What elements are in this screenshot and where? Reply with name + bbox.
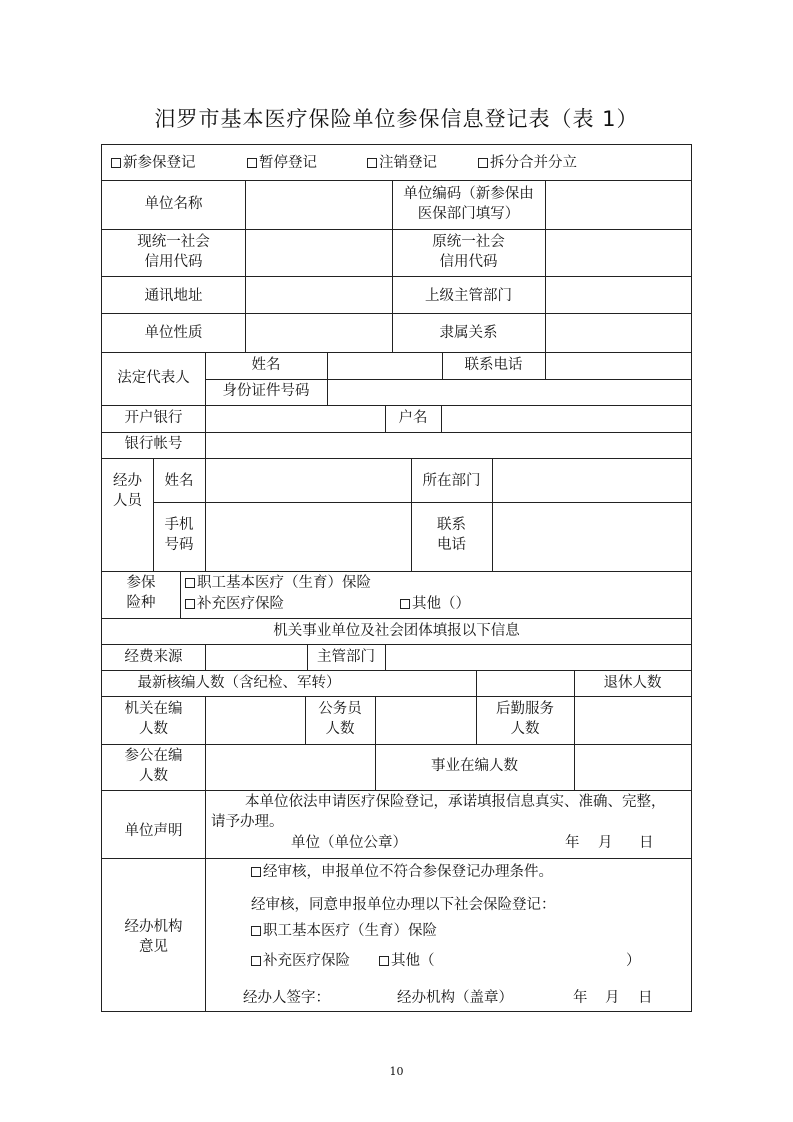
opinion-other-option[interactable]: 其他（	[379, 951, 435, 971]
handler-name-field[interactable]	[206, 459, 411, 502]
bank-account-field[interactable]	[206, 433, 691, 458]
ref-staff-label: 参公在编 人数	[124, 748, 183, 784]
handler-signature-label: 经办人签字：	[243, 990, 330, 1006]
id-number-field[interactable]	[328, 380, 691, 405]
declaration-label: 单位声明	[124, 823, 183, 839]
agency-seal-label: 经办机构（盖章）	[397, 990, 513, 1006]
suspend-registration-option[interactable]: 暂停登记	[247, 153, 317, 173]
opinion-agree-text: 经审核，同意申报单位办理以下社会保险登记：	[251, 897, 556, 913]
opinion-month-label: 月	[605, 990, 620, 1006]
account-name-label: 户名	[398, 410, 428, 426]
checkbox-icon	[251, 867, 261, 877]
checkbox-icon	[185, 578, 195, 588]
unit-name-field[interactable]	[246, 181, 392, 229]
handler-mobile-field[interactable]	[206, 503, 411, 571]
cancel-registration-option[interactable]: 注销登记	[367, 153, 437, 173]
original-credit-code-label: 原统一社会 信用代码	[432, 234, 505, 270]
opinion-year-label: 年	[573, 990, 588, 1006]
org-staff-field[interactable]	[206, 697, 305, 744]
other-insurance-option[interactable]: 其他（）	[400, 594, 470, 614]
handler-department-field[interactable]	[493, 459, 691, 502]
original-credit-code-field[interactable]	[546, 230, 691, 276]
fund-source-label: 经费来源	[124, 649, 183, 665]
insurance-type-label: 参保 险种	[126, 575, 156, 611]
handler-department-label: 所在部门	[422, 473, 481, 489]
org-staff-label: 机关在编 人数	[124, 701, 183, 737]
institution-staff-label: 事业在编人数	[431, 758, 518, 774]
checkbox-icon	[185, 599, 195, 609]
opinion-other-close: ）	[626, 953, 641, 969]
checkbox-icon	[478, 158, 488, 168]
form-title: 汨罗市基本医疗保险单位参保信息登记表（表 1）	[154, 107, 639, 131]
handler-name-label: 姓名	[164, 473, 194, 489]
checkbox-icon	[379, 956, 389, 966]
legal-rep-name-field[interactable]	[328, 353, 442, 379]
current-credit-code-label: 现统一社会 信用代码	[137, 234, 210, 270]
checkbox-icon	[367, 158, 377, 168]
checkbox-icon	[251, 956, 261, 966]
legal-rep-phone-label: 联系电话	[464, 357, 523, 373]
supplementary-medical-option[interactable]: 补充医疗保险	[185, 594, 284, 614]
unit-code-field[interactable]	[546, 181, 691, 229]
unit-seal-label: 单位（单位公章）	[291, 835, 407, 851]
bank-account-label: 银行帐号	[124, 436, 183, 452]
unit-nature-label: 单位性质	[144, 325, 203, 341]
opinion-employee-insurance-option[interactable]: 职工基本医疗（生育）保险	[251, 921, 437, 941]
affiliation-label: 隶属关系	[439, 325, 498, 341]
declaration-text-line2: 请予办理。	[211, 814, 284, 830]
new-registration-option[interactable]: 新参保登记	[111, 153, 196, 173]
superior-department-label: 上级主管部门	[425, 288, 512, 304]
page-number: 10	[389, 1065, 404, 1078]
logistics-staff-label: 后勤服务 人数	[496, 701, 554, 737]
handler-contact-phone-field[interactable]	[493, 503, 691, 571]
current-credit-code-field[interactable]	[246, 230, 392, 276]
id-number-label: 身份证件号码	[222, 383, 310, 399]
registration-form-table	[101, 144, 692, 1012]
unit-nature-field[interactable]	[246, 314, 392, 352]
legal-rep-phone-field[interactable]	[546, 353, 691, 379]
account-name-field[interactable]	[442, 406, 691, 432]
opinion-day-label: 日	[638, 990, 653, 1006]
employee-medical-insurance-option[interactable]: 职工基本医疗（生育）保险	[185, 573, 371, 593]
logistics-staff-field[interactable]	[575, 697, 691, 744]
superior-department-field[interactable]	[546, 277, 691, 313]
opinion-supplementary-option[interactable]: 补充医疗保险	[251, 951, 350, 971]
civil-servant-field[interactable]	[376, 697, 476, 744]
legal-rep-name-label: 姓名	[251, 357, 281, 373]
authority-label: 主管部门	[317, 649, 375, 665]
opinion-reject-option[interactable]: 经审核，申报单位不符合参保登记办理条件。	[251, 862, 553, 882]
checkbox-icon	[251, 926, 261, 936]
legal-representative-label: 法定代表人	[117, 370, 190, 386]
affiliation-field[interactable]	[546, 314, 691, 352]
checkbox-icon	[400, 599, 410, 609]
declaration-text-line1: 本单位依法申请医疗保险登记，承诺填报信息真实、准确、完整，	[245, 794, 666, 810]
authority-field[interactable]	[386, 645, 691, 670]
address-field[interactable]	[246, 277, 392, 313]
institution-staff-field[interactable]	[575, 745, 691, 790]
latest-staff-count-field[interactable]	[477, 671, 574, 696]
decl-day-label: 日	[639, 835, 654, 851]
split-merge-option[interactable]: 拆分合并分立	[478, 153, 577, 173]
bank-field[interactable]	[206, 406, 385, 432]
checkbox-icon	[111, 158, 121, 168]
unit-name-label: 单位名称	[144, 196, 203, 212]
retired-count-label: 退休人数	[603, 675, 662, 691]
unit-code-label: 单位编码（新参保由 医保部门填写）	[403, 186, 534, 222]
decl-month-label: 月	[598, 835, 613, 851]
agency-opinion-label: 经办机构 意见	[124, 919, 183, 955]
fund-source-field[interactable]	[206, 645, 307, 670]
ref-staff-field[interactable]	[206, 745, 375, 790]
latest-staff-count-label: 最新核编人数（含纪检、军转）	[137, 675, 341, 691]
bank-label: 开户银行	[124, 410, 183, 426]
decl-year-label: 年	[565, 835, 580, 851]
address-label: 通讯地址	[144, 288, 203, 304]
handler-label: 经办 人员	[113, 473, 142, 509]
handler-contact-phone-label: 联系 电话	[437, 517, 466, 553]
checkbox-icon	[247, 158, 257, 168]
section-heading: 机关事业单位及社会团体填报以下信息	[273, 623, 520, 639]
handler-mobile-label: 手机 号码	[164, 517, 194, 553]
civil-servant-label: 公务员 人数	[318, 701, 362, 737]
